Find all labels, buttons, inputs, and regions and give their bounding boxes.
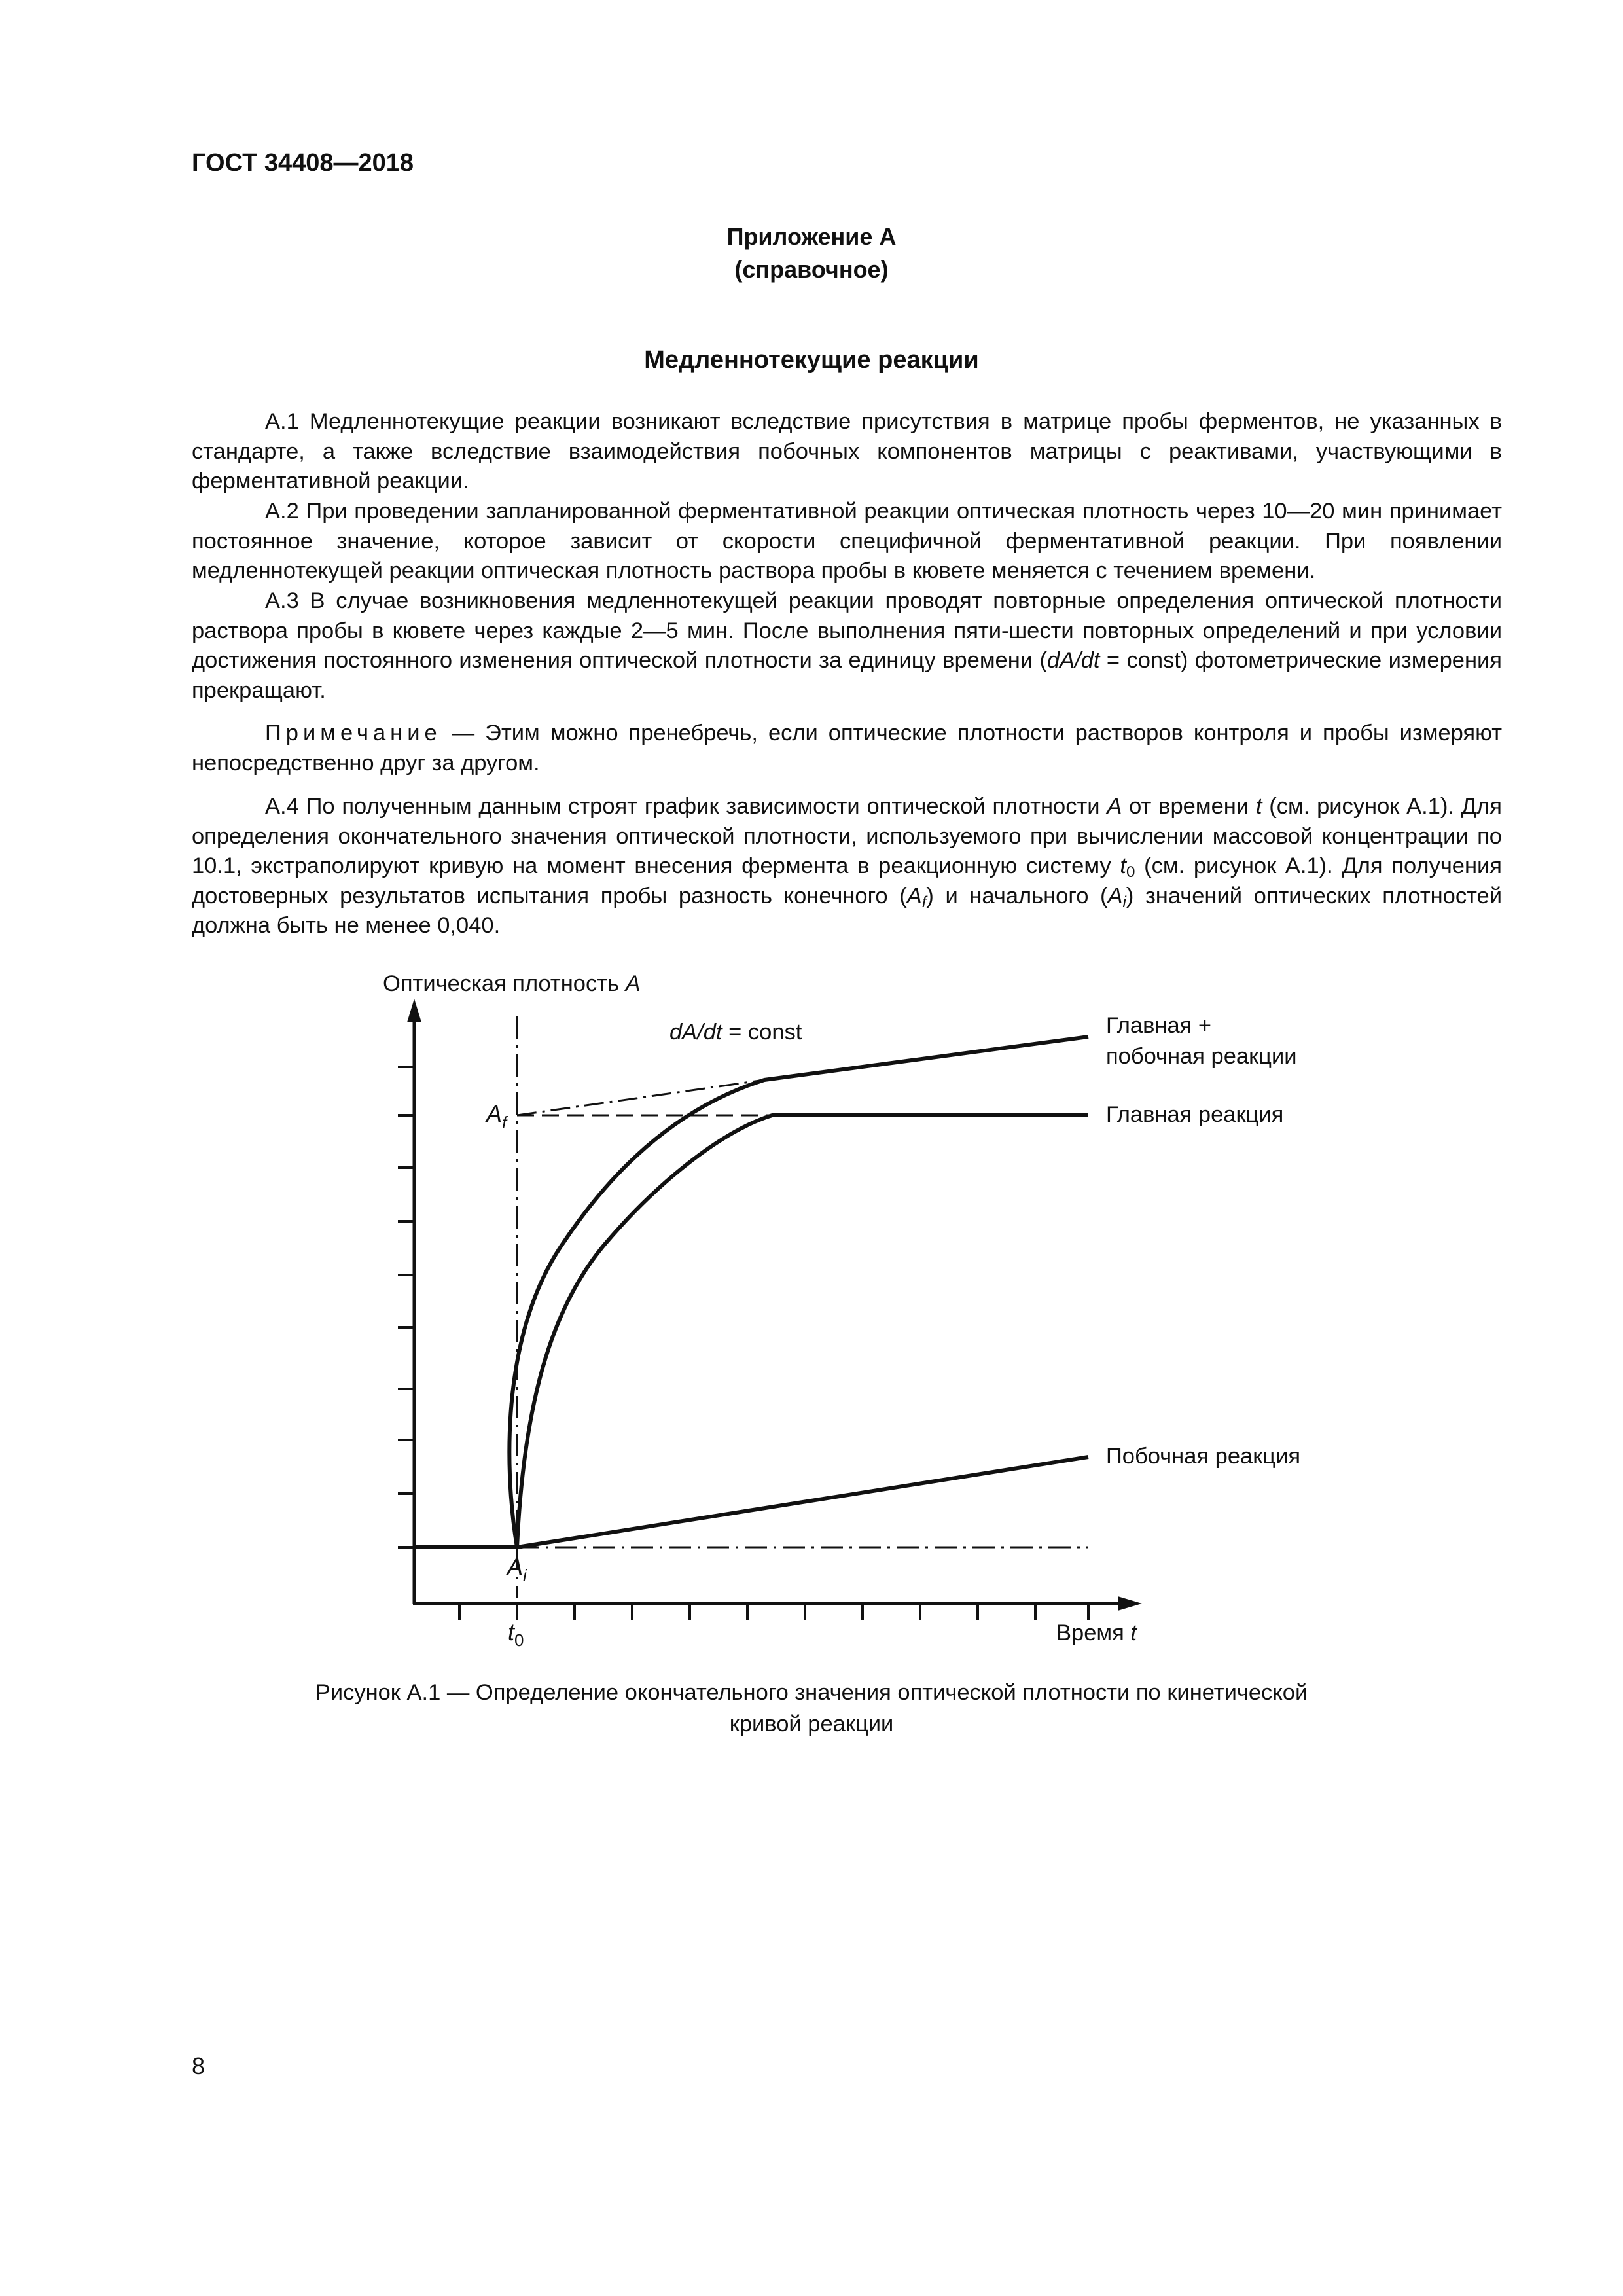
- paragraph-a2: А.2 При проведении запланированной ферментативной реакции оптическая плотность через 10—20 мин принимает постоянное значение, которое зависит от скорости специфичной ферментативной реакции. При появлении медленнотекущей реакции оптическая плотность раствора пробы в кювете меняется с течением времени.: [192, 499, 1502, 583]
- paragraph-a1: А.1 Медленнотекущие реакции возникают вследствие присутствия в матрице пробы ферментов, не указанных в стандарте, а также вследствие взаимодействия побочных компонентов матрицы с реактивами, участвующими в ферментативной реакции.: [192, 409, 1502, 493]
- figure-caption-line-2: кривой реакции: [729, 1712, 894, 1736]
- label-main-reaction: Главная реакция: [1106, 1102, 1284, 1127]
- curve-main: [517, 1115, 1088, 1547]
- a3-formula: dA/dt: [1046, 648, 1100, 673]
- note-text: — Этим можно пренебречь, если оптические плотности растворов контроля и пробы измеряют непосредственно друг за другом.: [192, 721, 1502, 776]
- appendix-title: Приложение А: [726, 223, 897, 250]
- label-main-plus-side-1: Главная +: [1106, 1013, 1212, 1038]
- appendix-subtitle: (справочное): [734, 256, 889, 283]
- page-number: 8: [192, 2053, 205, 2079]
- ai-label: $A_i$: [507, 1553, 527, 1585]
- a4-text-4: (см. рисунок А.1). Для получения достоверных результатов испытания пробы разность конечного (: [192, 853, 1502, 908]
- a4-symbol-ai: A: [1107, 883, 1123, 908]
- a4-symbol-ai-sub: i: [1122, 893, 1126, 911]
- a4-text-1: А.4 По полученным данным строят график зависимости оптической плотности: [265, 794, 1107, 819]
- a3-text-1: А.3 В случае возникновения медленнотекущей реакции проводят повторные определения оптической плотности раствора пробы в кювете через каждые 2—5 мин. После выполнения пяти-шести повторных определений и при условии достижения постоянного изменения оптической плотности за единицу времени (: [192, 588, 1502, 673]
- af-label: $A_f$: [486, 1100, 507, 1132]
- a4-symbol-a: A: [1107, 794, 1122, 819]
- a4-symbol-af: A: [906, 883, 922, 908]
- a4-symbol-t0-sub: 0: [1126, 863, 1135, 882]
- x-axis-arrow-icon: [1118, 1596, 1142, 1611]
- section-title: Медленнотекущие реакции: [644, 346, 979, 374]
- y-axis-arrow-icon: [407, 999, 421, 1022]
- y-axis-label: Оптическая плотность A: [383, 971, 641, 996]
- a3-text-2: = const) фотометрические измерения прекращают.: [192, 648, 1502, 703]
- a4-text-3: (см. рисунок А.1). Для определения окончательного значения оптической плотности, используемого при вычислении массовой концентрации по 10.1, экстраполируют кривую на момент внесения фермента в реакционную систему: [192, 794, 1502, 878]
- a4-symbol-t: t: [1255, 794, 1262, 819]
- y-ticks: [398, 1067, 414, 1547]
- x-ticks: [459, 1604, 1088, 1620]
- document-header: ГОСТ 34408—2018: [192, 149, 414, 177]
- label-main-plus-side-2: побочная реакции: [1106, 1044, 1297, 1069]
- a4-text-6: ) значений оптических плотностей должна быть не менее 0,040.: [192, 883, 1502, 938]
- label-side-reaction: Побочная реакция: [1106, 1444, 1301, 1469]
- a4-text-2: от времени: [1122, 794, 1256, 819]
- a4-text-5: ) и начального (: [926, 883, 1108, 908]
- extrapolation-line: [517, 1080, 764, 1115]
- note-label: Примечание: [265, 721, 442, 745]
- x-axis-label: Время t: [1056, 1621, 1137, 1645]
- a4-symbol-af-sub: f: [921, 893, 927, 911]
- t0-label: $t_0$: [508, 1619, 524, 1650]
- curve-side-reaction: [517, 1457, 1088, 1547]
- a4-symbol-t0: t: [1120, 853, 1126, 878]
- figure-caption-line-1: Рисунок А.1 — Определение окончательного значения оптической плотности по кинетической: [315, 1680, 1308, 1705]
- slope-formula-label: dA/dt = const: [669, 1020, 802, 1045]
